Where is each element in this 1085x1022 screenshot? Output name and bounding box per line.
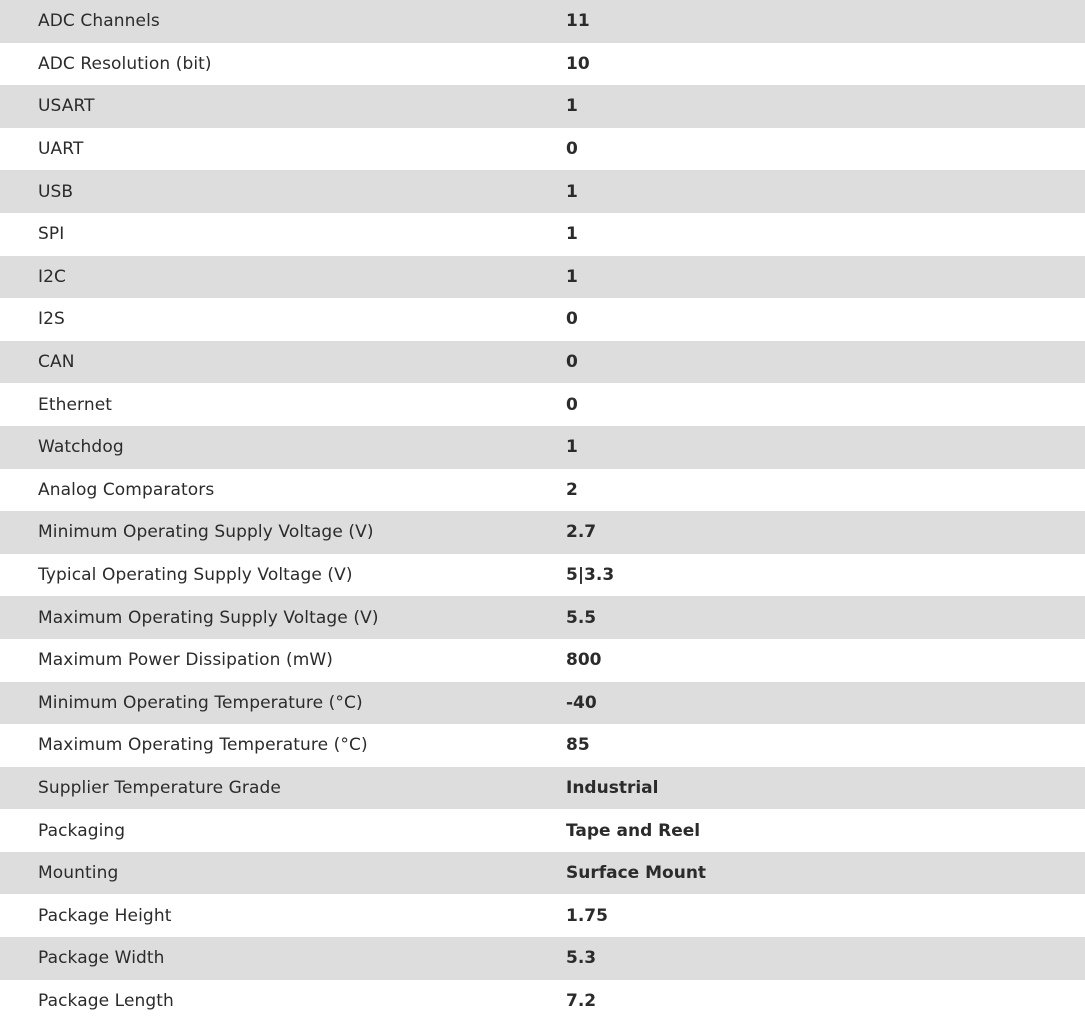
table-row: [0, 85, 1085, 128]
spec-value: 5|3.3: [566, 565, 615, 586]
table-row: [0, 639, 1085, 682]
spec-label: Supplier Temperature Grade: [38, 777, 281, 798]
table-row: [0, 256, 1085, 299]
spec-label: UART: [38, 139, 84, 160]
table-row: [0, 213, 1085, 256]
spec-label: Minimum Operating Supply Voltage (V): [38, 522, 374, 543]
table-row: [0, 128, 1085, 171]
spec-label: Analog Comparators: [38, 479, 215, 500]
spec-value: Tape and Reel: [566, 820, 701, 841]
spec-label: USB: [38, 181, 74, 202]
spec-value: 7.2: [566, 990, 597, 1011]
spec-value: 0: [566, 352, 578, 373]
spec-label: Package Length: [38, 990, 174, 1011]
table-row: [0, 298, 1085, 341]
spec-value: 0: [566, 309, 578, 330]
table-row: [0, 767, 1085, 810]
spec-label: Maximum Power Dissipation (mW): [38, 650, 334, 671]
spec-value: 85: [566, 735, 590, 756]
spec-label: Typical Operating Supply Voltage (V): [38, 565, 353, 586]
spec-value: 800: [566, 650, 602, 671]
spec-label: Maximum Operating Temperature (°C): [38, 735, 368, 756]
table-row: [0, 43, 1085, 86]
table-row: [0, 852, 1085, 895]
spec-label: Mounting: [38, 863, 119, 884]
table-row: [0, 554, 1085, 597]
spec-label: SPI: [38, 224, 65, 245]
table-row: [0, 682, 1085, 725]
table-row: [0, 170, 1085, 213]
spec-value: Surface Mount: [566, 863, 707, 884]
spec-label: CAN: [38, 352, 75, 373]
spec-value: 0: [566, 394, 578, 415]
spec-label: I2S: [38, 309, 65, 330]
table-row: [0, 596, 1085, 639]
spec-label: ADC Channels: [38, 11, 160, 32]
spec-label: Watchdog: [38, 437, 124, 458]
spec-value: 11: [566, 11, 590, 32]
spec-label: Package Height: [38, 905, 172, 926]
table-row: [0, 809, 1085, 852]
table-row: [0, 894, 1085, 937]
spec-value: 1: [566, 96, 578, 117]
spec-label: ADC Resolution (bit): [38, 53, 212, 74]
table-row: [0, 511, 1085, 554]
table-row: [0, 383, 1085, 426]
spec-label: I2C: [38, 266, 66, 287]
spec-label: USART: [38, 96, 95, 117]
spec-value: 5.3: [566, 948, 597, 969]
spec-value: 1.75: [566, 905, 608, 926]
table-row: [0, 469, 1085, 512]
table-row: [0, 0, 1085, 43]
spec-label: Maximum Operating Supply Voltage (V): [38, 607, 379, 628]
spec-value: 10: [566, 53, 590, 74]
spec-value: 0: [566, 139, 578, 160]
table-row: [0, 724, 1085, 767]
spec-value: 2.7: [566, 522, 597, 543]
spec-value: 1: [566, 437, 578, 458]
spec-value: Industrial: [566, 777, 659, 798]
spec-value: 5.5: [566, 607, 597, 628]
spec-value: 2: [566, 479, 578, 500]
table-row: [0, 341, 1085, 384]
spec-value: 1: [566, 181, 578, 202]
table-row: [0, 980, 1085, 1022]
spec-label: Package Width: [38, 948, 165, 969]
table-row: [0, 937, 1085, 980]
spec-label: Ethernet: [38, 394, 113, 415]
spec-value: 1: [566, 266, 578, 287]
spec-value: 1: [566, 224, 578, 245]
spec-label: Packaging: [38, 820, 126, 841]
spec-value: -40: [566, 692, 597, 713]
spec-label: Minimum Operating Temperature (°C): [38, 692, 363, 713]
table-row: [0, 426, 1085, 469]
